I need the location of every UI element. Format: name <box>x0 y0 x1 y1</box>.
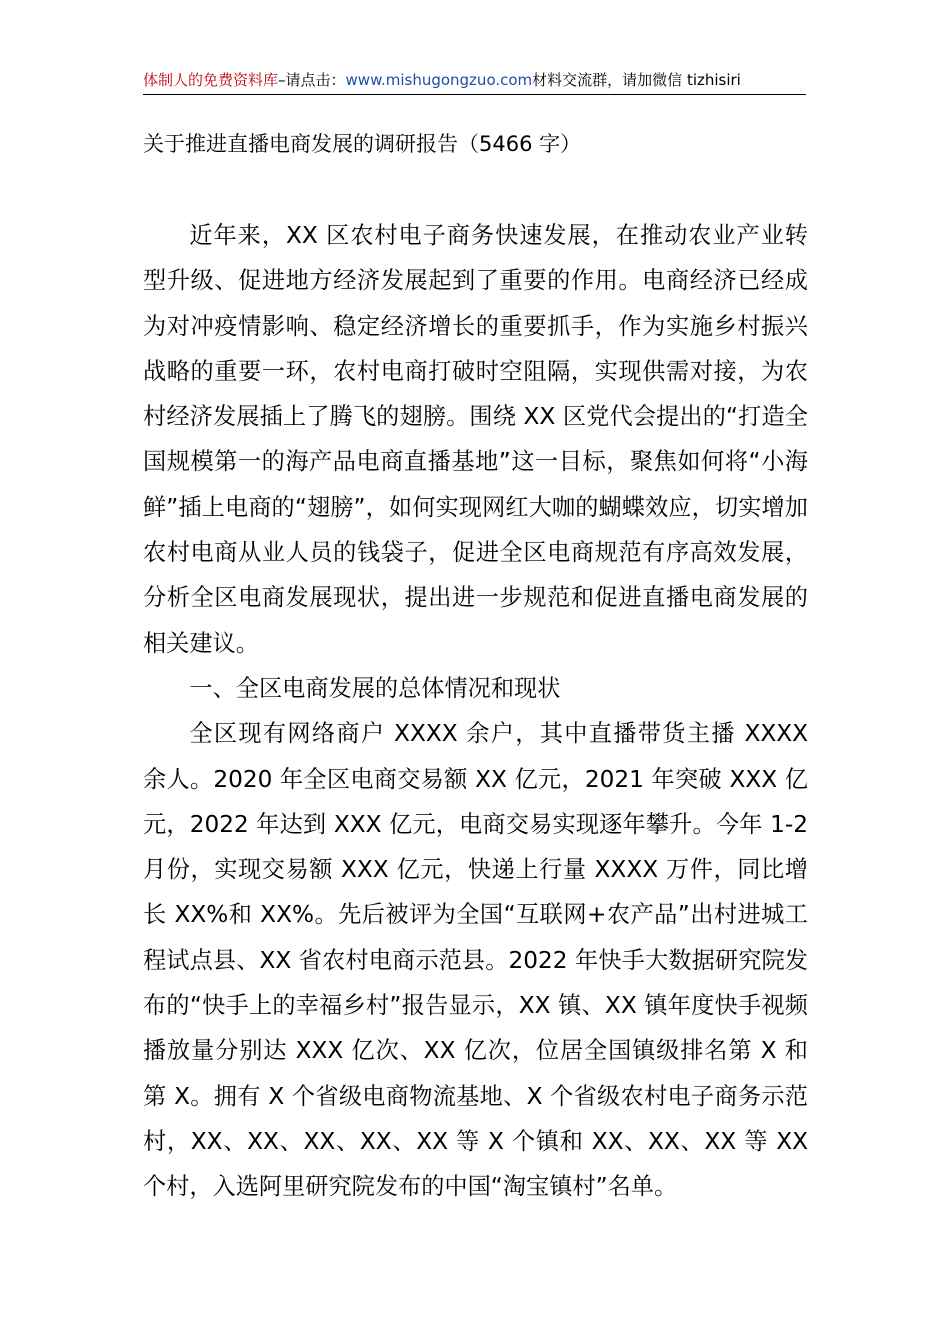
section-heading: 一、全区电商发展的总体情况和现状 <box>189 674 561 702</box>
section-paragraph: 全区现有网络商户 XXXX 余户，其中直播带货主播 XXXX 余人。2020 年全区电商交易额 XX 亿元，2021 年突破 XXX 亿元，2022 年达到 XXX 亿元，电商交易实现逐年攀升。今年 1-2 月份，实现交易额 XXX 亿元，快递上行量 XXXX 万件，同比增长 XX%和 XX%。先后被评为全国“互联网+农产品”出村进城工程试点县、XX 省农村电商示范县。2022 年快手大数据研究院发布的“快手上的幸福乡村”报告显示，XX 镇、XX 镇年度快手视频播放量分别达 XXX 亿次、XX 亿次，位居全国镇级排名第 X 和第 X。拥有 X 个省级电商物流基地、X 个省级农村电子商务示范村，XX、XX、XX、XX、XX 等 X 个镇和 XX、XX、XX 等 XX 个村，入选阿里研究院发布的中国“淘宝镇村”名单。 <box>143 720 808 1201</box>
intro-paragraph: 近年来，XX 区农村电子商务快速发展，在推动农业产业转型升级、促进地方经济发展起到了重要的作用。电商经济已经成为对冲疫情影响、稳定经济增长的重要抓手，作为实施乡村振兴战略的重要一环，农村电商打破时空阻隔，实现供需对接，为农村经济发展插上了腾飞的翅膀。围绕 XX 区党代会提出的“打造全国规模第一的海产品电商直播基地”这一目标，聚焦如何将“小海鲜”插上电商的“翅膀”，如何实现网红大咖的蝴蝶效应，切实增加农村电商从业人员的钱袋子，促进全区电商规范有序高效发展，分析全区电商发展现状，提出进一步规范和促进直播电商发展的相关建议。 <box>143 222 808 657</box>
document-title: 关于推进直播电商发展的调研报告（5466 字） <box>143 132 582 156</box>
header-note: 材料交流群，请加微信 tizhisiri <box>532 71 741 89</box>
header-separator: –请点击： <box>278 71 346 89</box>
header-brand: 体制人的免费资料库 <box>143 71 279 89</box>
page-header <box>143 68 806 95</box>
document-body <box>143 213 808 1210</box>
header-website-link[interactable]: www.mishugongzuo.com <box>345 71 533 89</box>
